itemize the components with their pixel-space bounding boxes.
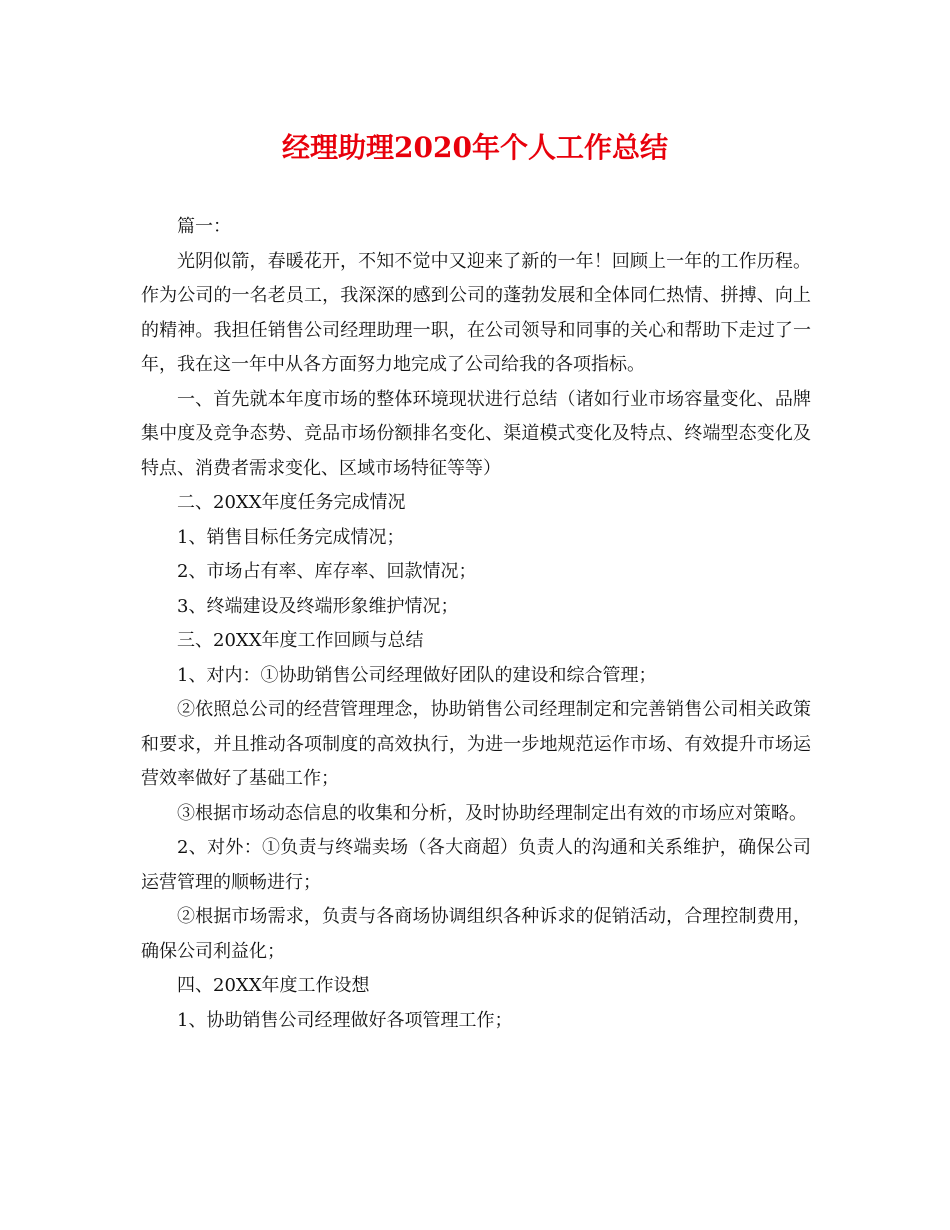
paragraph-item: 3、终端建设及终端形象维护情况； [177, 595, 459, 617]
paragraph-item: ②依照总公司的经营管理理念，协助销售公司经理制定和完善销售公司相关政策和要求，并且推动各项制度的高效执行，为进一步地规范运作市场、有效提升市场运营效率做好了基础工作； [141, 699, 811, 789]
paragraph-heading-3: 三、20XX年度工作回顾与总结 [177, 630, 424, 651]
paragraph-item: ②根据市场需求，负责与各商场协调组织各种诉求的促销活动，合理控制费用，确保公司利益化； [141, 906, 811, 962]
paragraph-item: 1、对内：①协助销售公司经理做好团队的建设和综合管理； [177, 664, 657, 686]
paragraph-item: 2、市场占有率、库存率、回款情况； [177, 561, 477, 582]
paragraph-item: 2、对外：①负责与终端卖场（各大商超）负责人的沟通和关系维护，确保公司运营管理的顺畅进行； [141, 837, 811, 893]
paragraph-section-label: 篇一： [177, 216, 231, 237]
paragraph-item: 1、销售目标任务完成情况； [177, 526, 405, 548]
paragraph-intro: 光阴似箭，春暖花开，不知不觉中又迎来了新的一年！回顾上一年的工作历程。作为公司的一名老员工，我深深的感到公司的蓬勃发展和全体同仁热情、拼搏、向上的精神。我担任销售公司经理助理一职，在公司领导和同事的关心和帮助下走过了一年，我在这一年中从各方面努力地完成了公司给我的各项指标。 [141, 250, 811, 375]
paragraph-heading-1: 一、首先就本年度市场的整体环境现状进行总结（诸如行业市场容量变化、品牌集中度及竞争态势、竞品市场份额排名变化、渠道模式变化及特点、终端型态变化及特点、消费者需求变化、区域市场特征等等） [141, 388, 811, 479]
document-body [141, 210, 811, 1038]
paragraph-item: ③根据市场动态信息的收集和分析，及时协助经理制定出有效的市场应对策略。 [177, 802, 807, 824]
document-title: 经理助理2020年个人工作总结 [282, 131, 668, 164]
paragraph-heading-2: 二、20XX年度任务完成情况 [177, 492, 406, 513]
paragraph-item: 1、协助销售公司经理做好各项管理工作； [177, 1009, 513, 1031]
paragraph-heading-4: 四、20XX年度工作设想 [177, 975, 370, 996]
